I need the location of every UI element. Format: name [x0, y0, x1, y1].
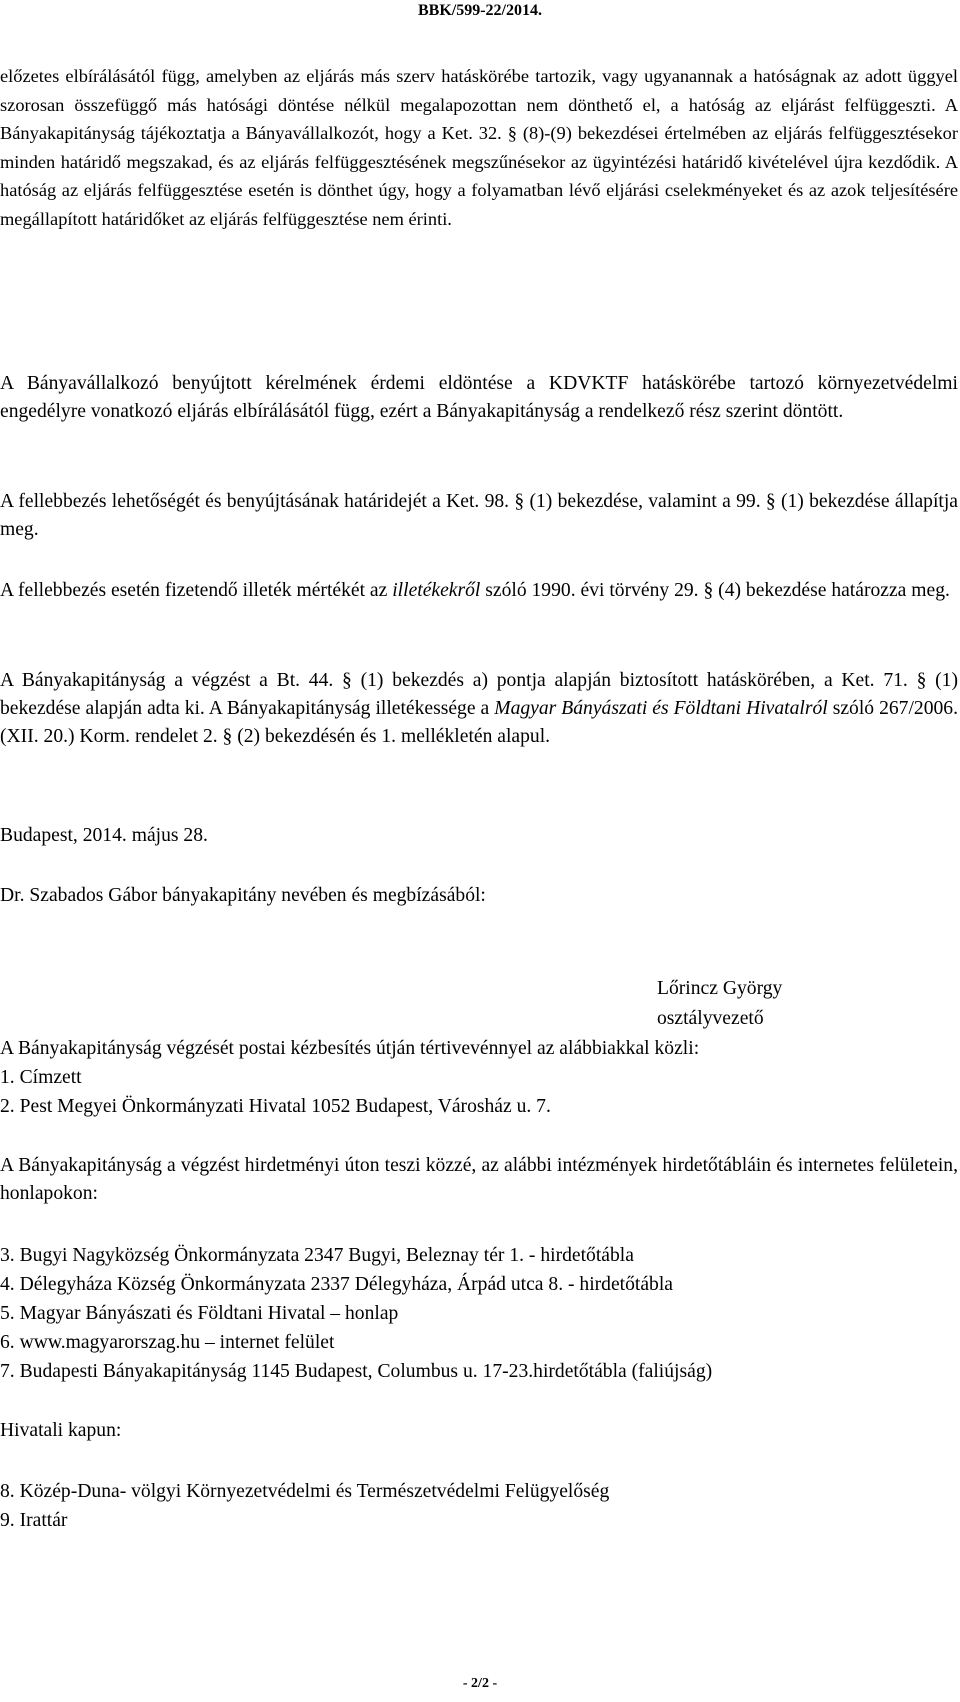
paragraph-authority-text-2: szóló 267/2006. (XII. 20.) Korm. rendelet 2. § (2) bekezdésén és 1. mellékletén alapul. [0, 698, 958, 747]
paragraph-fee-text-2: szóló 1990. évi törvény 29. § (4) bekezdése határozza meg. [480, 580, 950, 601]
paragraph-fee [0, 577, 958, 605]
on-behalf-line: Dr. Szabados Gábor bányakapitány nevében és megbízásából: [0, 885, 486, 906]
publication-item-4: 4. Délegyháza Község Önkormányzata 2337 Délegyháza, Árpád utca 8. - hirdetőtábla [0, 1274, 673, 1295]
office-gateway-item-8: 8. Közép-Duna- völgyi Környezetvédelmi és Természetvédelmi Felügyelőség [0, 1481, 610, 1502]
delivery-intro: A Bányakapitányság végzését postai kézbesítés útján tértivevénnyel az alábbiakkal közli: [0, 1038, 700, 1059]
paragraph-suspension: előzetes elbírálásától függ, amelyben az eljárás más szerv hatáskörébe tartozik, vagy ugyanannak a hatóságnak az adott üggyel szorosan összefüggő más hatósági döntése nélkül megalapozottan nem dönthető el, a hatóság az eljárást felfüggeszti. A Bányakapitányság tájékoztatja a Bányavállalkozót, hogy a Ket. 32. § (8)-(9) bekezdései értelmében az eljárás felfüggesztésekor minden határidő megszakad, és az eljárás felfüggesztésének megszűnésekor az ügyintézési határidő kivételével újra kezdődik. A hatóság az eljárás felfüggesztése esetén is dönthet úgy, hogy a folyamatban lévő eljárási cselekményeket és az azok teljesítésére megállapított határidőket az eljárás felfüggesztése nem érinti. [0, 66, 958, 229]
paragraph-authority [0, 667, 958, 751]
publication-item-5: 5. Magyar Bányászati és Földtani Hivatal – honlap [0, 1303, 399, 1324]
paragraph-fee-italic: illetékekről [392, 580, 481, 601]
paragraph-authority-text-1: A Bányakapitányság a végzést a Bt. 44. § (1) bekezdés a) pontja alapján biztosított hatáskörében, a Ket. 71. § (1) bekezdése alapján adta ki. A Bányakapitányság illetékessége a [0, 670, 958, 719]
office-gateway-label: Hivatali kapun: [0, 1420, 122, 1441]
place-date: Budapest, 2014. május 28. [0, 825, 208, 846]
delivery-item-1: 1. Címzett [0, 1067, 82, 1088]
signatory-name: Lőrincz György [657, 978, 783, 999]
paragraph-authority-italic: Magyar Bányászati és Földtani Hivatalról [494, 698, 828, 719]
office-gateway-item-9: 9. Irattár [0, 1510, 68, 1531]
paragraph-fee-text-1: A fellebbezés esetén fizetendő illeték mértékét az [0, 580, 393, 601]
page-number: - 2/2 - [462, 1676, 498, 1691]
publication-item-6: 6. www.magyarorszag.hu – internet felület [0, 1332, 335, 1353]
delivery-item-2: 2. Pest Megyei Önkormányzati Hivatal 1052 Budapest, Városház u. 7. [0, 1096, 551, 1117]
document-reference-number: BBK/599-22/2014. [417, 2, 542, 19]
paragraph-appeal: A fellebbezés lehetőségét és benyújtásának határidejét a Ket. 98. § (1) bekezdése, valamint a 99. § (1) bekezdése állapítja meg. [0, 491, 958, 540]
publication-item-3: 3. Bugyi Nagyközség Önkormányzata 2347 Bugyi, Beleznay tér 1. - hirdetőtábla [0, 1245, 634, 1266]
publication-intro: A Bányakapitányság a végzést hirdetményi úton teszi közzé, az alábbi intézmények hirdetőtábláin és internetes felületein, honlapokon: [0, 1155, 958, 1204]
paragraph-decision-reason: A Bányavállalkozó benyújtott kérelmének érdemi eldöntése a KDVKTF hatáskörébe tartozó környezetvédelmi engedélyre vonatkozó eljárás elbírálásától függ, ezért a Bányakapitányság a rendelkező rész szerint döntött. [0, 373, 958, 422]
signatory-title: osztályvezető [657, 1008, 764, 1029]
publication-item-7: 7. Budapesti Bányakapitányság 1145 Budapest, Columbus u. 17-23.hirdetőtábla (faliújság) [0, 1361, 713, 1382]
